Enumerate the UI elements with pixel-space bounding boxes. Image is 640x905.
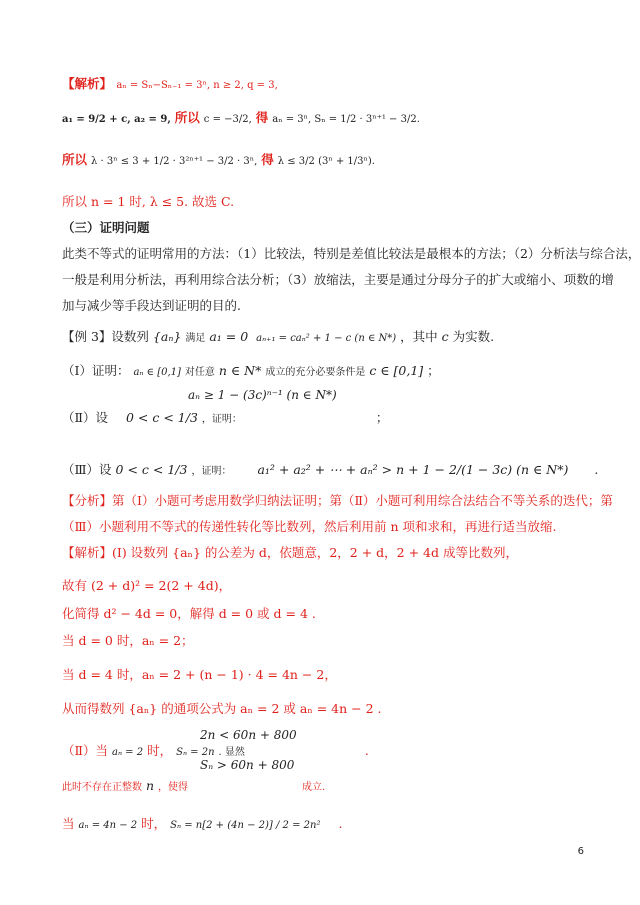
solution-line-6: 从而得数列 {aₙ} 的通项公式为 aₙ = 2 或 aₙ = 4n − 2 . [62, 701, 382, 716]
formula-n: n [145, 778, 155, 793]
solution-line-4: 当 d = 0 时，aₙ = 2； [62, 633, 194, 648]
q3-label: （Ⅲ）设 [62, 462, 112, 477]
formula-sn-sum: Sₙ = n[2 + (4n − 2)] / 2 = 2n² [170, 820, 321, 831]
part-2c-label: 当 [62, 816, 75, 831]
part-2-label: （Ⅱ）当 [62, 743, 108, 758]
analysis-paragraph-line-1: 【分析】第（Ⅰ）小题可考虑用数学归纳法证明；第（Ⅱ）小题可利用综合法结合不等关系的迭代；第 [62, 493, 613, 508]
formula-sn-inequality: Sₙ > 60n + 800 [200, 758, 295, 772]
formula-q3-sum: a₁² + a₂² + ⋯ + aₙ² > n + 1 − 2/(1 − 3c) (n ∈ N*) [257, 462, 569, 477]
text-no-integer: 此时不存在正整数 [62, 782, 142, 793]
part-2b-line [62, 778, 325, 794]
text-suoyi: 所以 [174, 110, 200, 125]
analysis-line-4 [62, 194, 234, 209]
text-shide: ，使得 [158, 782, 189, 793]
solution-line-1: 【解析】(Ⅰ) 设数列 {aₙ} 的公差为 d，依题意，2，2 + d，2 + 4d 成等比数列， [62, 545, 518, 560]
formula-c: c = −3/2, [203, 114, 252, 125]
analysis-line-1 [62, 76, 278, 92]
text-manzu: 满足 [185, 333, 206, 344]
analysis-tag: 【解析】 [62, 76, 113, 91]
text-qizhong: ，其中 [400, 329, 438, 344]
formula-q2-inequality: aₙ ≥ 1 − (3c)ⁿ⁻¹ (n ∈ N*) [188, 388, 337, 402]
paragraph-line-2: 一般是利用分析法，再利用综合法分析；（3）放缩法，主要是通过分母分子的扩大或缩小、项数的增 [62, 272, 614, 287]
q1-label: （Ⅰ）证明： [62, 363, 130, 378]
q1-semicolon: ； [427, 363, 440, 378]
analysis-paragraph-line-2: （Ⅲ）小题利用不等式的传递性转化等比数列，然后利用前 n 项和求和，再进行适当放缩. [62, 519, 557, 534]
q2-prove: ，证明： [201, 414, 242, 425]
formula-sn: aₙ = 3ⁿ, Sₙ = 1/2 · 3ⁿ⁺¹ − 3/2. [272, 114, 420, 125]
part-2-xianran: . 显然 [218, 747, 245, 758]
solution-line-2: 故有 (2 + d)² = 2(2 + 4d)， [62, 578, 232, 593]
part-2c-shi: 时， [141, 816, 167, 831]
part-2-shi: 时， [147, 743, 173, 758]
formula-recurrence: aₙ₊₁ = caₙ² + 1 − c (n ∈ N*) [256, 333, 397, 344]
solution-line-3: 化简得 d² − 4d = 0，解得 d = 0 或 d = 4 . [62, 606, 316, 621]
text-suoyi-2: 所以 [62, 152, 88, 167]
part-2c-dot: . [338, 816, 343, 831]
formula-a1: a₁ = 9/2 + c, a₂ = 9, [62, 114, 171, 125]
text-chengli: 成立. [302, 782, 326, 793]
formula-q2-c: 0 < c < 1/3 [125, 410, 198, 425]
formula-c-var: c [441, 329, 449, 344]
question-2-line [62, 410, 388, 426]
text-renyi: 对任意 [184, 367, 215, 378]
q2-semicolon: ； [375, 410, 389, 425]
text-de-2: 得 [261, 152, 274, 167]
formula-n-in-N: n ∈ N* [218, 363, 262, 378]
formula-sn-2n: Sₙ = 2n [176, 747, 215, 758]
formula-lambda-2: λ ≤ 3/2 (3ⁿ + 1/3ⁿ). [277, 156, 375, 167]
example-3-line [62, 329, 494, 345]
section-title: （三）证明问题 [62, 220, 150, 235]
text-de: 得 [255, 110, 269, 125]
formula-init: a₁ = 0 [209, 329, 249, 344]
analysis-line-2 [62, 110, 420, 126]
q3-prove: ，证明： [191, 466, 232, 477]
text-real: 为实数. [452, 329, 495, 344]
formula-an-2: aₙ = 2 [111, 747, 144, 758]
q2-label: （Ⅱ）设 [62, 410, 108, 425]
formula-q3-c: 0 < c < 1/3 [115, 462, 188, 477]
formula-an-4n: aₙ = 4n − 2 [78, 820, 138, 831]
formula-an-range: aₙ ∈ [0,1] [133, 367, 181, 378]
q3-dot: . [594, 462, 599, 477]
part-2-line [62, 743, 369, 759]
formula-seq: {aₙ} [152, 329, 182, 344]
formula-lambda: λ · 3ⁿ ≤ 3 + 1/2 · 3²ⁿ⁺¹ − 3/2 · 3ⁿ, [91, 156, 258, 167]
solution-line-5: 当 d = 4 时，aₙ = 2 + (n − 1) · 4 = 4n − 2， [62, 667, 337, 682]
part-2c-line [62, 816, 342, 832]
page-number: 6 [577, 846, 584, 857]
part-2-dot: . [364, 743, 369, 758]
formula-c-range: c ∈ [0,1] [369, 363, 424, 378]
formula-an: aₙ = Sₙ−Sₙ₋₁ = 3ⁿ, n ≥ 2, q = 3, [116, 80, 278, 91]
question-3-line [62, 462, 598, 478]
formula-s2-inequality: 2n < 60n + 800 [200, 728, 297, 742]
text-condition: 成立的充分必要条件是 [265, 367, 366, 378]
example-3-label: 【例 3】设数列 [62, 329, 149, 344]
analysis-line-3 [62, 152, 375, 168]
conclusion-text: 所以 n = 1 时, λ ≤ 5. 故选 C. [62, 194, 235, 209]
paragraph-line-3: 加与减少等手段达到证明的目的. [62, 298, 241, 313]
question-1-line [62, 363, 440, 379]
paragraph-line-1: 此类不等式的证明常用的方法：（1）比较法，特别是差值比较法是最根本的方法；（2）分析法与综合法， [62, 246, 640, 261]
